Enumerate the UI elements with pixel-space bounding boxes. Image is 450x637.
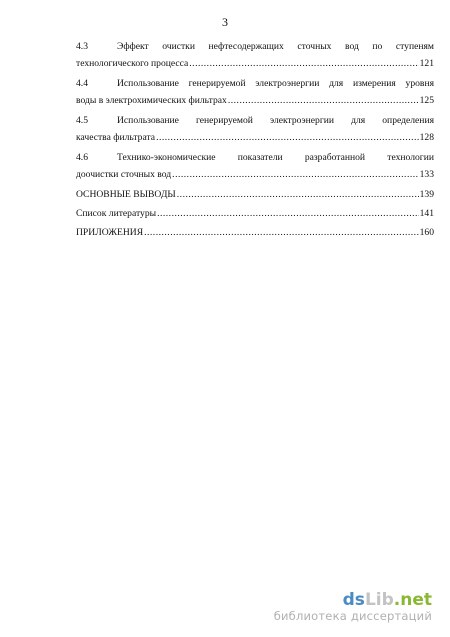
toc-entry-title-cont: технологического процесса xyxy=(76,58,189,69)
toc-entry-title: Использование генерируемой электроэнергии для измерения уровня xyxy=(117,78,434,89)
toc-entry-number: 4.3 xyxy=(76,41,88,52)
toc-page-number: 125 xyxy=(419,95,434,106)
toc-entry-title-cont: качества фильтрата xyxy=(76,132,156,143)
watermark-subtitle: библиотека диссертаций xyxy=(273,609,432,623)
page-number: 3 xyxy=(222,15,228,29)
toc-entry-number: 4.4 xyxy=(76,78,88,89)
toc-page-number: 139 xyxy=(419,189,434,200)
toc-page-number: 128 xyxy=(419,132,434,143)
toc-page-number: 121 xyxy=(419,58,434,69)
toc-entry-title: Эффект очистки нефтесодержащих сточных вод по ступеням xyxy=(117,41,434,52)
toc-entry-appendices[interactable] xyxy=(76,224,434,241)
toc-entry[interactable] xyxy=(76,149,434,183)
table-of-contents xyxy=(76,38,434,243)
dslib-logo: dsLib.net xyxy=(342,590,432,610)
leader-dots xyxy=(144,224,419,241)
toc-entry-title: ПРИЛОЖЕНИЯ xyxy=(76,227,144,238)
toc-page-number: 141 xyxy=(419,208,434,219)
toc-entry-title-cont: доочистки сточных вод xyxy=(76,169,172,180)
toc-entry[interactable] xyxy=(76,112,434,146)
leader-dots xyxy=(157,205,419,222)
dslib-watermark[interactable] xyxy=(274,591,432,623)
toc-entry-title-cont: воды в электрохимических фильтрах xyxy=(76,95,227,106)
toc-entry-number: 4.6 xyxy=(76,152,88,163)
leader-dots xyxy=(172,166,418,183)
leader-dots xyxy=(177,186,419,203)
toc-entry-title: ОСНОВНЫЕ ВЫВОДЫ xyxy=(76,189,176,200)
leader-dots xyxy=(228,92,419,109)
leader-dots xyxy=(156,129,419,146)
toc-entry[interactable] xyxy=(76,38,434,72)
toc-page-number: 133 xyxy=(419,169,434,180)
toc-page-number: 160 xyxy=(419,227,434,238)
toc-entry-conclusions[interactable] xyxy=(76,186,434,203)
leader-dots xyxy=(189,55,418,72)
toc-entry-references[interactable] xyxy=(76,205,434,222)
toc-entry-number: 4.5 xyxy=(76,115,88,126)
toc-entry-title: Использование генерируемой электроэнергии для определения xyxy=(117,115,434,126)
toc-entry-title: Список литературы xyxy=(76,208,157,219)
toc-entry[interactable] xyxy=(76,75,434,109)
toc-entry-title: Технико-экономические показатели разработанной технологии xyxy=(117,152,434,163)
